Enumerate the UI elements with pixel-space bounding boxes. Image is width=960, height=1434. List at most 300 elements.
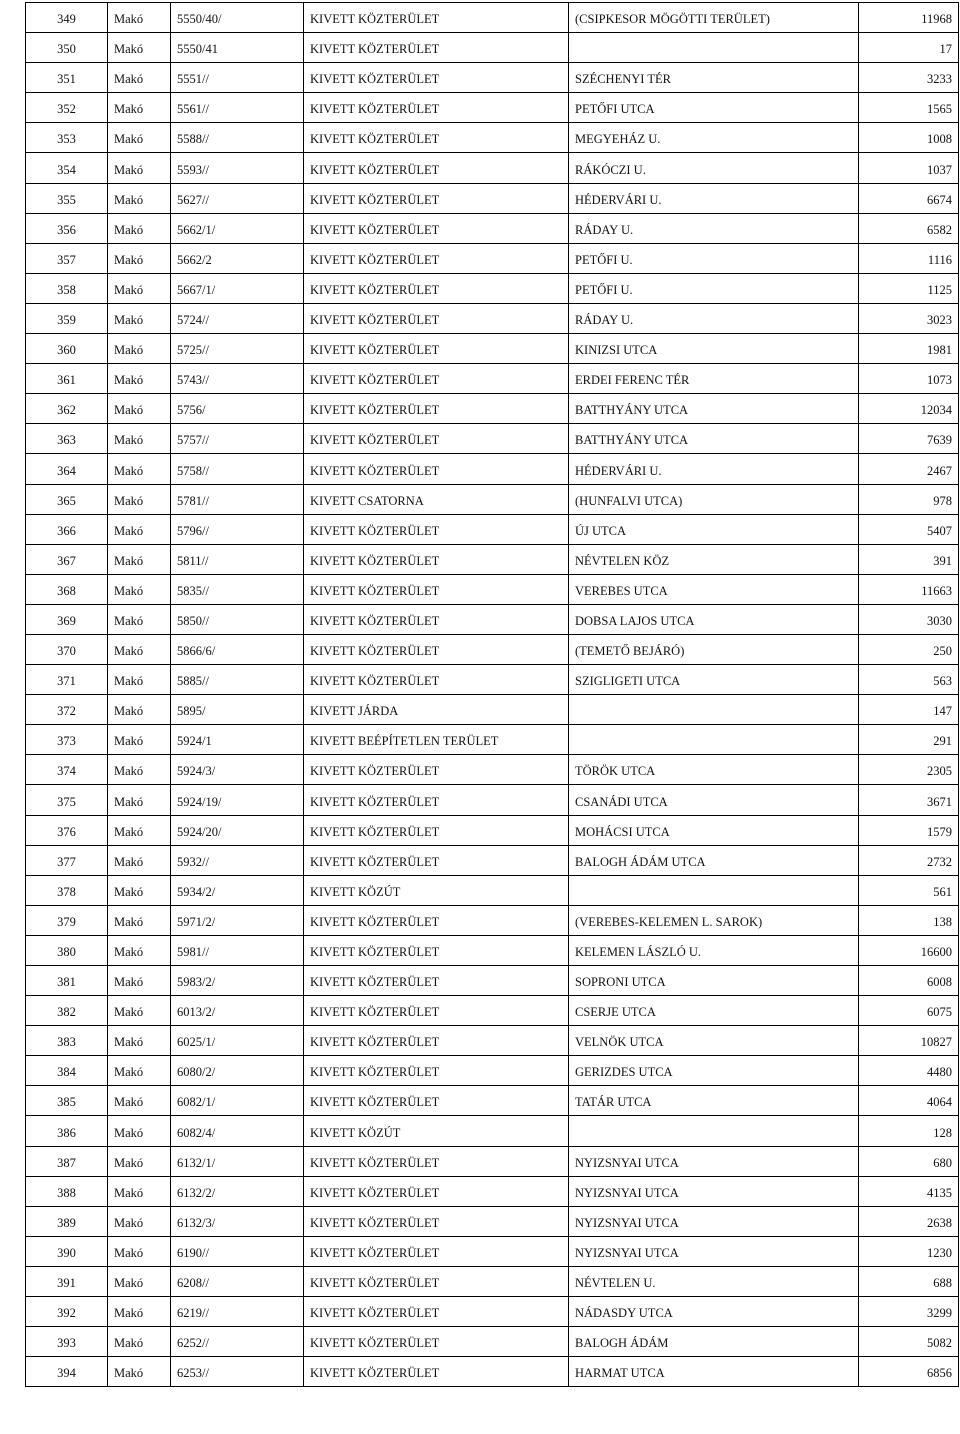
row-number-cell: 366 <box>26 514 108 544</box>
table-row <box>26 935 959 965</box>
area-cell: 250 <box>859 634 959 664</box>
parcel-number-cell: 5895/ <box>171 695 304 725</box>
land-use-cell: KIVETT KÖZTERÜLET <box>304 213 569 243</box>
street-name-cell <box>569 33 859 63</box>
parcel-number-cell: 5627// <box>171 183 304 213</box>
area-cell: 12034 <box>859 394 959 424</box>
area-cell: 1565 <box>859 93 959 123</box>
land-use-cell: KIVETT KÖZTERÜLET <box>304 966 569 996</box>
area-cell: 10827 <box>859 1026 959 1056</box>
street-name-cell: PETŐFI U. <box>569 243 859 273</box>
parcel-number-cell: 5971/2/ <box>171 905 304 935</box>
town-cell: Makó <box>108 33 171 63</box>
street-name-cell: HÉDERVÁRI U. <box>569 454 859 484</box>
parcel-number-cell: 5561// <box>171 93 304 123</box>
row-number-cell: 370 <box>26 634 108 664</box>
parcel-number-cell: 5743// <box>171 364 304 394</box>
table-row <box>26 1297 959 1327</box>
row-number-cell: 353 <box>26 123 108 153</box>
parcel-number-cell: 5934/2/ <box>171 875 304 905</box>
land-use-cell: KIVETT KÖZTERÜLET <box>304 845 569 875</box>
land-use-cell: KIVETT KÖZTERÜLET <box>304 153 569 183</box>
table-row <box>26 634 959 664</box>
table-row <box>26 815 959 845</box>
parcel-number-cell: 6190// <box>171 1236 304 1266</box>
street-name-cell: (CSIPKESOR MÖGÖTTI TERÜLET) <box>569 3 859 33</box>
street-name-cell: RÁDAY U. <box>569 303 859 333</box>
table-row <box>26 273 959 303</box>
street-name-cell: SZIGLIGETI UTCA <box>569 665 859 695</box>
area-cell: 978 <box>859 484 959 514</box>
street-name-cell: SOPRONI UTCA <box>569 966 859 996</box>
street-name-cell: NYIZSNYAI UTCA <box>569 1176 859 1206</box>
land-use-cell: KIVETT KÖZTERÜLET <box>304 996 569 1026</box>
parcel-number-cell: 5924/20/ <box>171 815 304 845</box>
parcel-number-cell: 6208// <box>171 1266 304 1296</box>
area-cell: 17 <box>859 33 959 63</box>
land-use-cell: KIVETT CSATORNA <box>304 484 569 514</box>
parcel-number-cell: 5667/1/ <box>171 273 304 303</box>
street-name-cell: ÚJ UTCA <box>569 514 859 544</box>
area-cell: 6856 <box>859 1357 959 1387</box>
row-number-cell: 393 <box>26 1327 108 1357</box>
parcel-number-cell: 5756/ <box>171 394 304 424</box>
town-cell: Makó <box>108 3 171 33</box>
area-cell: 128 <box>859 1116 959 1146</box>
street-name-cell: (TEMETŐ BEJÁRÓ) <box>569 634 859 664</box>
area-cell: 11968 <box>859 3 959 33</box>
area-cell: 4480 <box>859 1056 959 1086</box>
land-use-cell: KIVETT KÖZTERÜLET <box>304 544 569 574</box>
land-use-cell: KIVETT KÖZTERÜLET <box>304 394 569 424</box>
land-use-cell: KIVETT KÖZTERÜLET <box>304 1026 569 1056</box>
town-cell: Makó <box>108 1357 171 1387</box>
row-number-cell: 379 <box>26 905 108 935</box>
town-cell: Makó <box>108 183 171 213</box>
area-cell: 1579 <box>859 815 959 845</box>
street-name-cell: BATTHYÁNY UTCA <box>569 394 859 424</box>
row-number-cell: 383 <box>26 1026 108 1056</box>
street-name-cell: MEGYEHÁZ U. <box>569 123 859 153</box>
parcel-number-cell: 5924/19/ <box>171 785 304 815</box>
table-row <box>26 123 959 153</box>
land-use-cell: KIVETT KÖZTERÜLET <box>304 1146 569 1176</box>
town-cell: Makó <box>108 424 171 454</box>
table-row <box>26 1236 959 1266</box>
town-cell: Makó <box>108 273 171 303</box>
table-row <box>26 63 959 93</box>
street-name-cell: HÉDERVÁRI U. <box>569 183 859 213</box>
town-cell: Makó <box>108 334 171 364</box>
street-name-cell: (HUNFALVI UTCA) <box>569 484 859 514</box>
town-cell: Makó <box>108 394 171 424</box>
street-name-cell: KELEMEN LÁSZLÓ U. <box>569 935 859 965</box>
table-row <box>26 3 959 33</box>
row-number-cell: 364 <box>26 454 108 484</box>
area-cell: 1008 <box>859 123 959 153</box>
table-row <box>26 875 959 905</box>
parcel-number-cell: 6132/1/ <box>171 1146 304 1176</box>
table-row <box>26 514 959 544</box>
town-cell: Makó <box>108 1266 171 1296</box>
table-row <box>26 1357 959 1387</box>
street-name-cell: SZÉCHENYI TÉR <box>569 63 859 93</box>
area-cell: 680 <box>859 1146 959 1176</box>
area-cell: 5082 <box>859 1327 959 1357</box>
parcel-number-cell: 5593// <box>171 153 304 183</box>
parcel-table <box>25 2 959 1387</box>
parcel-number-cell: 5662/2 <box>171 243 304 273</box>
town-cell: Makó <box>108 1116 171 1146</box>
street-name-cell: NÉVTELEN U. <box>569 1266 859 1296</box>
row-number-cell: 394 <box>26 1357 108 1387</box>
area-cell: 7639 <box>859 424 959 454</box>
street-name-cell: TATÁR UTCA <box>569 1086 859 1116</box>
town-cell: Makó <box>108 785 171 815</box>
parcel-number-cell: 5781// <box>171 484 304 514</box>
table-row <box>26 725 959 755</box>
street-name-cell: KINIZSI UTCA <box>569 334 859 364</box>
land-use-cell: KIVETT KÖZTERÜLET <box>304 1357 569 1387</box>
area-cell: 2305 <box>859 755 959 785</box>
parcel-number-cell: 5885// <box>171 665 304 695</box>
table-row <box>26 845 959 875</box>
row-number-cell: 378 <box>26 875 108 905</box>
street-name-cell: NYIZSNYAI UTCA <box>569 1146 859 1176</box>
table-row <box>26 213 959 243</box>
table-row <box>26 394 959 424</box>
land-use-cell: KIVETT KÖZTERÜLET <box>304 454 569 484</box>
parcel-number-cell: 5551// <box>171 63 304 93</box>
town-cell: Makó <box>108 514 171 544</box>
land-use-cell: KIVETT KÖZTERÜLET <box>304 1176 569 1206</box>
row-number-cell: 357 <box>26 243 108 273</box>
area-cell: 688 <box>859 1266 959 1296</box>
street-name-cell: NYIZSNYAI UTCA <box>569 1206 859 1236</box>
land-use-cell: KIVETT KÖZTERÜLET <box>304 755 569 785</box>
area-cell: 3671 <box>859 785 959 815</box>
land-use-cell: KIVETT KÖZTERÜLET <box>304 634 569 664</box>
land-use-cell: KIVETT KÖZTERÜLET <box>304 63 569 93</box>
parcel-number-cell: 6025/1/ <box>171 1026 304 1056</box>
land-use-cell: KIVETT KÖZTERÜLET <box>304 183 569 213</box>
street-name-cell: NYIZSNYAI UTCA <box>569 1236 859 1266</box>
row-number-cell: 368 <box>26 574 108 604</box>
table-row <box>26 1206 959 1236</box>
street-name-cell: CSERJE UTCA <box>569 996 859 1026</box>
area-cell: 1037 <box>859 153 959 183</box>
row-number-cell: 392 <box>26 1297 108 1327</box>
street-name-cell: RÁDAY U. <box>569 213 859 243</box>
row-number-cell: 388 <box>26 1176 108 1206</box>
street-name-cell: (VEREBES-KELEMEN L. SAROK) <box>569 905 859 935</box>
area-cell: 138 <box>859 905 959 935</box>
parcel-number-cell: 5835// <box>171 574 304 604</box>
row-number-cell: 390 <box>26 1236 108 1266</box>
area-cell: 3233 <box>859 63 959 93</box>
town-cell: Makó <box>108 303 171 333</box>
table-row <box>26 1056 959 1086</box>
area-cell: 1116 <box>859 243 959 273</box>
area-cell: 6075 <box>859 996 959 1026</box>
parcel-number-cell: 6132/2/ <box>171 1176 304 1206</box>
row-number-cell: 382 <box>26 996 108 1026</box>
area-cell: 561 <box>859 875 959 905</box>
area-cell: 1230 <box>859 1236 959 1266</box>
land-use-cell: KIVETT KÖZTERÜLET <box>304 514 569 544</box>
town-cell: Makó <box>108 1236 171 1266</box>
town-cell: Makó <box>108 544 171 574</box>
land-use-cell: KIVETT KÖZTERÜLET <box>304 935 569 965</box>
parcel-number-cell: 5550/41 <box>171 33 304 63</box>
table-row <box>26 574 959 604</box>
row-number-cell: 387 <box>26 1146 108 1176</box>
table-row <box>26 665 959 695</box>
parcel-number-cell: 5850// <box>171 604 304 634</box>
land-use-cell: KIVETT BEÉPÍTETLEN TERÜLET <box>304 725 569 755</box>
street-name-cell: MOHÁCSI UTCA <box>569 815 859 845</box>
row-number-cell: 359 <box>26 303 108 333</box>
street-name-cell: NÁDASDY UTCA <box>569 1297 859 1327</box>
land-use-cell: KIVETT KÖZTERÜLET <box>304 243 569 273</box>
row-number-cell: 381 <box>26 966 108 996</box>
town-cell: Makó <box>108 93 171 123</box>
street-name-cell <box>569 725 859 755</box>
street-name-cell: CSANÁDI UTCA <box>569 785 859 815</box>
town-cell: Makó <box>108 63 171 93</box>
row-number-cell: 356 <box>26 213 108 243</box>
row-number-cell: 389 <box>26 1206 108 1236</box>
area-cell: 6008 <box>859 966 959 996</box>
land-use-cell: KIVETT KÖZTERÜLET <box>304 1327 569 1357</box>
street-name-cell: TÖRÖK UTCA <box>569 755 859 785</box>
parcel-table-body <box>26 3 959 1387</box>
street-name-cell <box>569 1116 859 1146</box>
street-name-cell: BATTHYÁNY UTCA <box>569 424 859 454</box>
area-cell: 2638 <box>859 1206 959 1236</box>
table-row <box>26 966 959 996</box>
land-use-cell: KIVETT KÖZÚT <box>304 875 569 905</box>
area-cell: 3023 <box>859 303 959 333</box>
land-use-cell: KIVETT KÖZTERÜLET <box>304 364 569 394</box>
land-use-cell: KIVETT KÖZTERÜLET <box>304 665 569 695</box>
parcel-number-cell: 6252// <box>171 1327 304 1357</box>
parcel-number-cell: 6253// <box>171 1357 304 1387</box>
area-cell: 2467 <box>859 454 959 484</box>
town-cell: Makó <box>108 996 171 1026</box>
town-cell: Makó <box>108 725 171 755</box>
parcel-number-cell: 6013/2/ <box>171 996 304 1026</box>
area-cell: 291 <box>859 725 959 755</box>
table-row <box>26 33 959 63</box>
table-row <box>26 695 959 725</box>
area-cell: 391 <box>859 544 959 574</box>
parcel-number-cell: 5757// <box>171 424 304 454</box>
land-use-cell: KIVETT KÖZTERÜLET <box>304 1266 569 1296</box>
parcel-number-cell: 5550/40/ <box>171 3 304 33</box>
row-number-cell: 385 <box>26 1086 108 1116</box>
table-row <box>26 243 959 273</box>
town-cell: Makó <box>108 634 171 664</box>
area-cell: 2732 <box>859 845 959 875</box>
land-use-cell: KIVETT KÖZTERÜLET <box>304 905 569 935</box>
town-cell: Makó <box>108 484 171 514</box>
land-use-cell: KIVETT KÖZÚT <box>304 1116 569 1146</box>
town-cell: Makó <box>108 213 171 243</box>
row-number-cell: 374 <box>26 755 108 785</box>
area-cell: 6674 <box>859 183 959 213</box>
parcel-number-cell: 5981// <box>171 935 304 965</box>
town-cell: Makó <box>108 695 171 725</box>
land-use-cell: KIVETT KÖZTERÜLET <box>304 273 569 303</box>
area-cell: 1981 <box>859 334 959 364</box>
area-cell: 3299 <box>859 1297 959 1327</box>
town-cell: Makó <box>108 123 171 153</box>
area-cell: 147 <box>859 695 959 725</box>
street-name-cell: PETŐFI UTCA <box>569 93 859 123</box>
town-cell: Makó <box>108 935 171 965</box>
area-cell: 4064 <box>859 1086 959 1116</box>
street-name-cell: BALOGH ÁDÁM UTCA <box>569 845 859 875</box>
table-row <box>26 1026 959 1056</box>
town-cell: Makó <box>108 1206 171 1236</box>
land-use-cell: KIVETT KÖZTERÜLET <box>304 33 569 63</box>
row-number-cell: 371 <box>26 665 108 695</box>
town-cell: Makó <box>108 243 171 273</box>
row-number-cell: 350 <box>26 33 108 63</box>
town-cell: Makó <box>108 574 171 604</box>
land-use-cell: KIVETT KÖZTERÜLET <box>304 574 569 604</box>
land-use-cell: KIVETT KÖZTERÜLET <box>304 1056 569 1086</box>
table-row <box>26 1086 959 1116</box>
street-name-cell: RÁKÓCZI U. <box>569 153 859 183</box>
town-cell: Makó <box>108 815 171 845</box>
parcel-number-cell: 5924/1 <box>171 725 304 755</box>
parcel-number-cell: 5924/3/ <box>171 755 304 785</box>
table-row <box>26 1176 959 1206</box>
row-number-cell: 376 <box>26 815 108 845</box>
row-number-cell: 369 <box>26 604 108 634</box>
parcel-number-cell: 5932// <box>171 845 304 875</box>
table-row <box>26 996 959 1026</box>
table-row <box>26 364 959 394</box>
parcel-number-cell: 6219// <box>171 1297 304 1327</box>
row-number-cell: 386 <box>26 1116 108 1146</box>
table-row <box>26 1146 959 1176</box>
table-row <box>26 424 959 454</box>
town-cell: Makó <box>108 604 171 634</box>
area-cell: 4135 <box>859 1176 959 1206</box>
table-row <box>26 303 959 333</box>
street-name-cell: NÉVTELEN KÖZ <box>569 544 859 574</box>
area-cell: 11663 <box>859 574 959 604</box>
land-use-cell: KIVETT KÖZTERÜLET <box>304 424 569 454</box>
land-use-cell: KIVETT KÖZTERÜLET <box>304 815 569 845</box>
town-cell: Makó <box>108 1176 171 1206</box>
town-cell: Makó <box>108 755 171 785</box>
street-name-cell <box>569 695 859 725</box>
table-row <box>26 93 959 123</box>
land-use-cell: KIVETT KÖZTERÜLET <box>304 334 569 364</box>
street-name-cell: PETŐFI U. <box>569 273 859 303</box>
table-row <box>26 544 959 574</box>
table-row <box>26 1266 959 1296</box>
row-number-cell: 373 <box>26 725 108 755</box>
parcel-number-cell: 6082/1/ <box>171 1086 304 1116</box>
street-name-cell: DOBSA LAJOS UTCA <box>569 604 859 634</box>
town-cell: Makó <box>108 153 171 183</box>
table-row <box>26 785 959 815</box>
area-cell: 16600 <box>859 935 959 965</box>
parcel-number-cell: 5588// <box>171 123 304 153</box>
row-number-cell: 354 <box>26 153 108 183</box>
land-use-cell: KIVETT KÖZTERÜLET <box>304 303 569 333</box>
area-cell: 3030 <box>859 604 959 634</box>
area-cell: 6582 <box>859 213 959 243</box>
row-number-cell: 377 <box>26 845 108 875</box>
row-number-cell: 372 <box>26 695 108 725</box>
town-cell: Makó <box>108 1056 171 1086</box>
town-cell: Makó <box>108 1026 171 1056</box>
land-use-cell: KIVETT KÖZTERÜLET <box>304 123 569 153</box>
town-cell: Makó <box>108 905 171 935</box>
land-use-cell: KIVETT KÖZTERÜLET <box>304 3 569 33</box>
street-name-cell: BALOGH ÁDÁM <box>569 1327 859 1357</box>
table-row <box>26 153 959 183</box>
row-number-cell: 375 <box>26 785 108 815</box>
town-cell: Makó <box>108 966 171 996</box>
row-number-cell: 363 <box>26 424 108 454</box>
row-number-cell: 391 <box>26 1266 108 1296</box>
parcel-number-cell: 6082/4/ <box>171 1116 304 1146</box>
street-name-cell: ERDEI FERENC TÉR <box>569 364 859 394</box>
land-use-cell: KIVETT KÖZTERÜLET <box>304 1206 569 1236</box>
row-number-cell: 355 <box>26 183 108 213</box>
street-name-cell: GERIZDES UTCA <box>569 1056 859 1086</box>
land-use-cell: KIVETT KÖZTERÜLET <box>304 785 569 815</box>
land-use-cell: KIVETT KÖZTERÜLET <box>304 1297 569 1327</box>
area-cell: 1125 <box>859 273 959 303</box>
row-number-cell: 351 <box>26 63 108 93</box>
table-row <box>26 334 959 364</box>
parcel-number-cell: 5983/2/ <box>171 966 304 996</box>
table-row <box>26 1116 959 1146</box>
parcel-number-cell: 5796// <box>171 514 304 544</box>
row-number-cell: 362 <box>26 394 108 424</box>
table-row <box>26 183 959 213</box>
town-cell: Makó <box>108 1086 171 1116</box>
parcel-number-cell: 6132/3/ <box>171 1206 304 1236</box>
parcel-number-cell: 6080/2/ <box>171 1056 304 1086</box>
parcel-number-cell: 5811// <box>171 544 304 574</box>
town-cell: Makó <box>108 875 171 905</box>
area-cell: 1073 <box>859 364 959 394</box>
table-row <box>26 484 959 514</box>
town-cell: Makó <box>108 1297 171 1327</box>
row-number-cell: 365 <box>26 484 108 514</box>
row-number-cell: 380 <box>26 935 108 965</box>
area-cell: 5407 <box>859 514 959 544</box>
table-row <box>26 755 959 785</box>
town-cell: Makó <box>108 364 171 394</box>
town-cell: Makó <box>108 1146 171 1176</box>
town-cell: Makó <box>108 665 171 695</box>
parcel-number-cell: 5866/6/ <box>171 634 304 664</box>
table-row <box>26 1327 959 1357</box>
area-cell: 563 <box>859 665 959 695</box>
town-cell: Makó <box>108 845 171 875</box>
row-number-cell: 358 <box>26 273 108 303</box>
